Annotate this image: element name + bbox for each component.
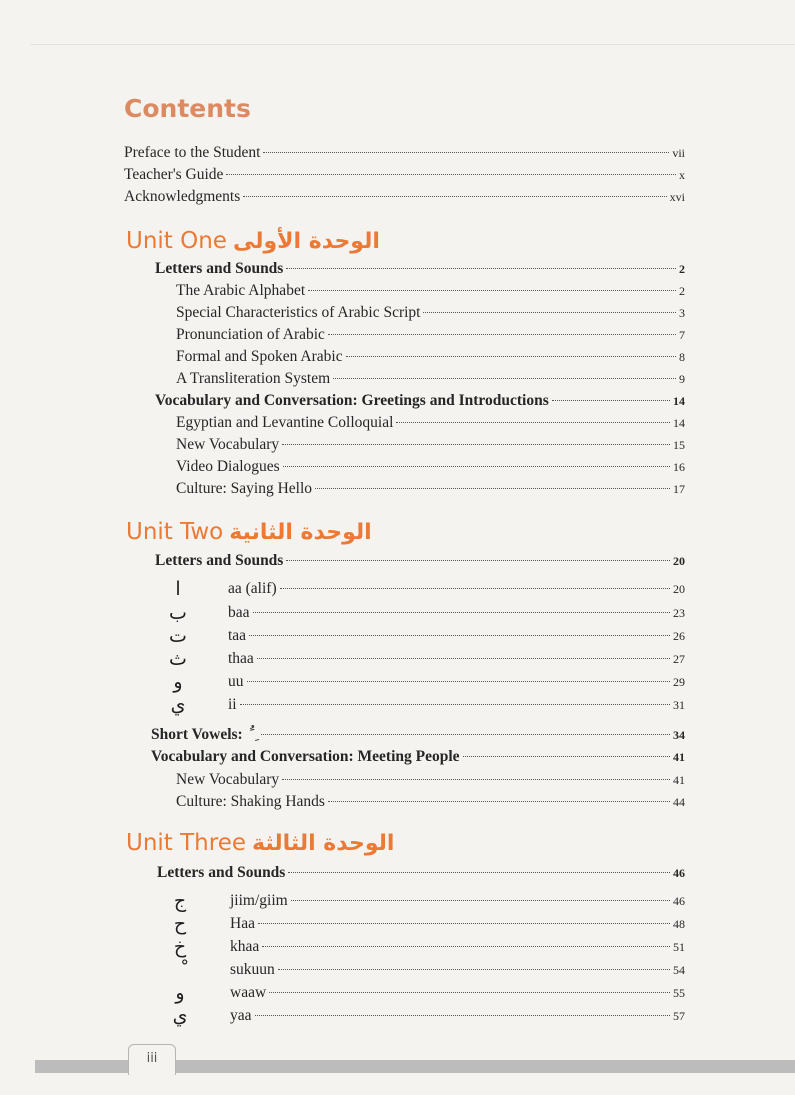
toc-entry[interactable]: New Vocabulary 41	[176, 771, 685, 788]
arabic-letter	[160, 959, 200, 981]
arabic-letter: ح	[173, 913, 187, 935]
toc-entry[interactable]: ii 31	[228, 696, 685, 713]
toc-entry[interactable]: Culture: Shaking Hands 44	[176, 793, 685, 810]
toc-entry[interactable]: Video Dialogues 16	[176, 458, 685, 475]
toc-entry-short-vowels[interactable]: Short Vowels: َ ُ ِ 34	[151, 724, 685, 746]
toc-entry-preface[interactable]: Preface to the Student vii	[124, 144, 685, 161]
unit-three-title: Unit Three الوحدة الثالثة	[126, 830, 395, 856]
arabic-letter: و	[173, 671, 183, 693]
short-vowel-marks: َ ُ ِ	[248, 727, 259, 743]
toc-entry[interactable]: thaa 27	[228, 650, 685, 667]
toc-entry-teachers-guide[interactable]: Teacher's Guide x	[124, 166, 685, 183]
toc-entry[interactable]: Letters and Sounds 2	[155, 260, 685, 277]
arabic-letter: ث	[169, 648, 187, 670]
toc-entry[interactable]: baa 23	[228, 604, 685, 621]
toc-entry[interactable]: Vocabulary and Conversation: Meeting People 41	[151, 748, 685, 765]
toc-entry[interactable]: Vocabulary and Conversation: Greetings and Introductions 14	[155, 392, 685, 409]
unit-two-title: Unit Two الوحدة الثانية	[126, 519, 372, 545]
unit-one-title: Unit One الوحدة الأولى	[126, 228, 380, 254]
arabic-letter: خ	[173, 936, 187, 958]
toc-entry[interactable]: Egyptian and Levantine Colloquial 14	[176, 414, 685, 431]
arabic-letter: ت	[169, 625, 187, 647]
toc-entry[interactable]: waaw 55	[230, 984, 685, 1001]
toc-entry[interactable]: aa (alif) 20	[228, 580, 685, 597]
toc-entry[interactable]: A Transliteration System 9	[176, 370, 685, 387]
toc-entry[interactable]: uu 29	[228, 673, 685, 690]
toc-entry-acknowledgments[interactable]: Acknowledgments xvi	[124, 188, 685, 205]
arabic-letter: ي	[170, 694, 186, 716]
page-title: Contents	[124, 94, 251, 123]
toc-entry[interactable]: Special Characteristics of Arabic Script 3	[176, 304, 685, 321]
toc-entry[interactable]: The Arabic Alphabet 2	[176, 282, 685, 299]
toc-entry[interactable]: jiim/giim 46	[230, 892, 685, 909]
page-number: iii	[128, 1044, 176, 1075]
toc-entry[interactable]: Pronunciation of Arabic 7	[176, 326, 685, 343]
arabic-letter: ا	[175, 578, 181, 600]
arabic-letter: ي	[172, 1005, 188, 1027]
toc-entry[interactable]: Culture: Saying Hello 17	[176, 480, 685, 497]
top-rule	[30, 44, 795, 45]
toc-entry[interactable]: sukuun 54	[230, 961, 685, 978]
toc-entry[interactable]: yaa 57	[230, 1007, 685, 1024]
toc-entry[interactable]: Letters and Sounds 46	[157, 864, 685, 881]
toc-entry[interactable]: khaa 51	[230, 938, 685, 955]
toc-entry[interactable]: New Vocabulary 15	[176, 436, 685, 453]
toc-entry[interactable]: taa 26	[228, 627, 685, 644]
arabic-letter: ب	[169, 602, 187, 624]
toc-entry[interactable]: Haa 48	[230, 915, 685, 932]
toc-entry[interactable]: Formal and Spoken Arabic 8	[176, 348, 685, 365]
toc-entry[interactable]: Letters and Sounds 20	[155, 552, 685, 569]
arabic-letter: و	[175, 982, 185, 1004]
arabic-letter: ج	[173, 890, 187, 912]
